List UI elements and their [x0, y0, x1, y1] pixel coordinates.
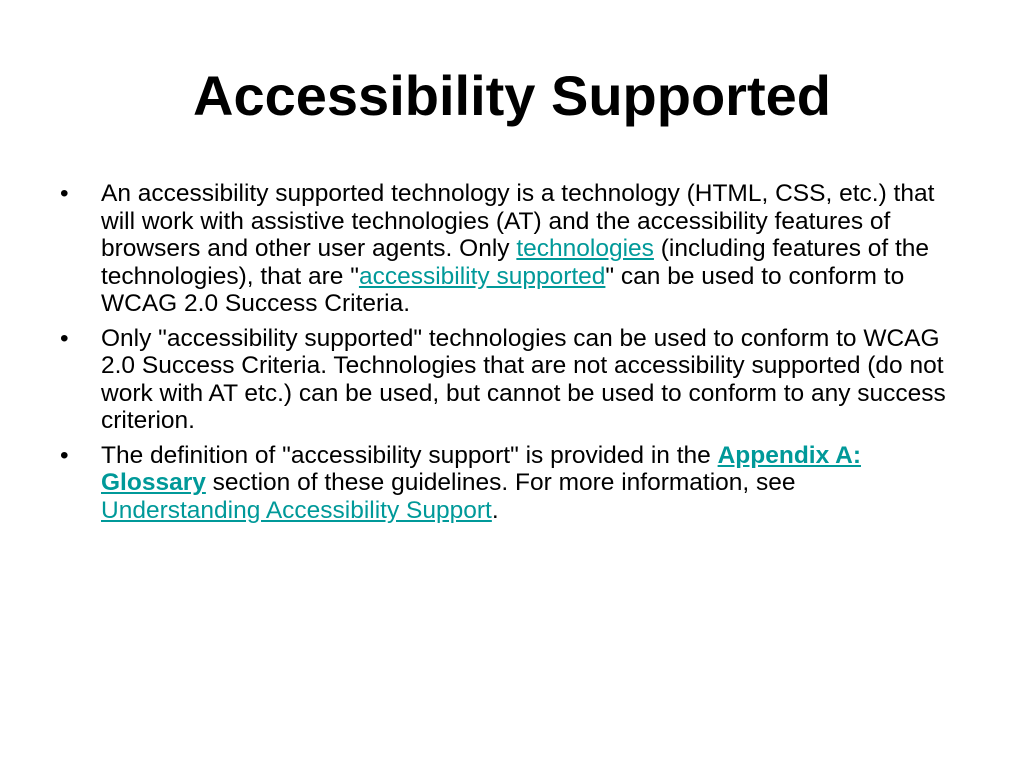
bullet-text: " can be used to conform to WCAG 2.0 Success Criteria. [101, 262, 905, 317]
bullet-item-accessibility-supported-technology [60, 180, 960, 318]
bullet-marker: • [60, 180, 69, 207]
bullet-text: (including features of the technologies), that are " [101, 235, 930, 290]
bullet-marker: • [60, 441, 69, 469]
bullet-text: The definition of "accessibility support" is provided in the [101, 441, 718, 469]
bullet-text: . [491, 496, 499, 524]
bullet-text: An accessibility supported technology is a technology (HTML, CSS, etc.) that will work with assistive technologies (AT) and the accessibility features of browsers and other user agents. Only [101, 180, 935, 262]
accessibility-supported-link[interactable]: accessibility supported [358, 262, 606, 290]
technologies-link[interactable]: technologies [516, 235, 654, 262]
appendix-glossary-link[interactable]: Appendix A: Glossary [101, 441, 861, 496]
slide-title: Accessibility Supported [193, 64, 831, 127]
bullet-text: section of these guidelines. For more information, see [205, 469, 796, 496]
bullet-text: Only "accessibility supported" technologies can be used to conform to WCAG 2.0 Success Criteria. Technologies that are not accessibility supported (do not work with AT etc.) can be used, but cannot be used to conform to any success criterion. [101, 324, 946, 434]
bullet-item-definition [60, 442, 960, 525]
bullet-list [60, 180, 960, 531]
bullet-marker: • [60, 324, 69, 352]
bullet-item-only-supported-technologies [60, 325, 960, 435]
understanding-accessibility-support-link[interactable]: Understanding Accessibility Support [101, 496, 492, 524]
